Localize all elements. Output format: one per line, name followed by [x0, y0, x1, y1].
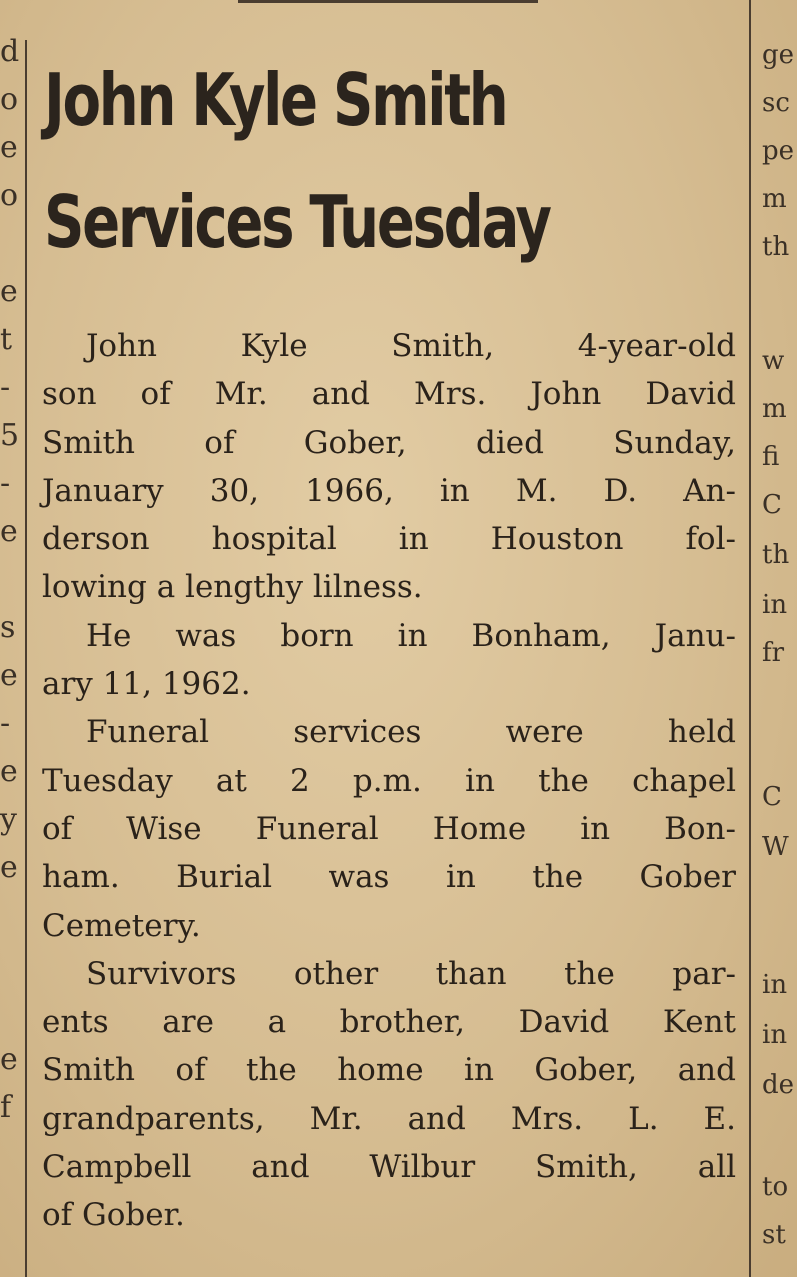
article-line: Campbell and Wilbur Smith, all	[42, 1149, 736, 1186]
left-fragment: o	[0, 178, 19, 213]
left-fragment: e	[0, 658, 18, 693]
right-fragment: st	[762, 1220, 786, 1250]
article-line: He was born in Bonham, Janu-	[86, 617, 736, 654]
article-paragraph	[42, 708, 736, 949]
left-fragment: d	[0, 34, 20, 69]
left-fragment	[0, 988, 16, 1036]
right-fragment: W	[762, 832, 789, 862]
left-fragment: e	[0, 130, 18, 165]
left-fragment: -	[0, 370, 11, 405]
left-fragment	[0, 556, 16, 604]
right-column-fragments	[762, 40, 797, 1277]
left-fragment: 5	[0, 418, 20, 453]
left-fragment: e	[0, 754, 18, 789]
right-fragment: fr	[762, 638, 785, 668]
left-fragment: f	[0, 1090, 12, 1125]
right-fragment: th	[762, 232, 790, 262]
article-line: Tuesday at 2 p.m. in the chapel	[42, 762, 736, 799]
article-line: January 30, 1966, in M. D. An-	[42, 472, 736, 509]
article-paragraph	[42, 612, 736, 709]
right-fragment: C	[762, 782, 782, 812]
left-fragment: -	[0, 466, 11, 501]
left-fragment	[0, 940, 16, 988]
left-column-rule	[25, 40, 27, 1277]
left-fragment: s	[0, 610, 16, 645]
article-line: Smith of the home in Gober, and	[42, 1052, 736, 1089]
article-line: John Kyle Smith, 4-year-old	[86, 328, 736, 364]
right-fragment: in	[762, 1020, 788, 1050]
left-fragment: e	[0, 514, 18, 549]
right-fragment: in	[762, 970, 788, 1000]
article-line: ary 11, 1962.	[42, 666, 251, 703]
article-line: Survivors other than the par-	[86, 955, 736, 992]
right-column-rule	[749, 0, 751, 1277]
left-fragment: e	[0, 850, 18, 885]
article-line: grandparents, Mr. and Mrs. L. E.	[42, 1100, 736, 1137]
headline-line-2: Services Tuesday	[44, 180, 550, 264]
article-line: Cemetery.	[42, 907, 201, 944]
right-fragment: th	[762, 540, 790, 570]
right-fragment: C	[762, 490, 782, 520]
left-fragment	[0, 892, 16, 940]
right-fragment: pe	[762, 136, 795, 166]
right-fragment: de	[762, 1070, 795, 1100]
article-paragraph	[42, 950, 736, 1240]
right-fragment: m	[762, 394, 787, 424]
left-fragment: y	[0, 802, 17, 837]
left-fragment: e	[0, 274, 18, 309]
article-line: of Gober.	[42, 1197, 185, 1234]
left-fragment: e	[0, 1042, 18, 1077]
right-fragment: to	[762, 1172, 789, 1202]
headline-line-1: John Kyle Smith	[44, 58, 507, 142]
article-line: Smith of Gober, died Sunday,	[42, 424, 736, 461]
left-column-fragments	[0, 28, 20, 1132]
left-fragment: -	[0, 706, 11, 741]
article-paragraph	[42, 322, 736, 612]
top-rule	[238, 0, 538, 3]
right-fragment: in	[762, 590, 788, 620]
left-fragment: t	[0, 322, 13, 357]
right-fragment: w	[762, 346, 785, 376]
article-line: ham. Burial was in the Gober	[42, 859, 736, 896]
article-line: Funeral services were held	[86, 714, 736, 751]
article-line: ents are a brother, David Kent	[42, 1004, 736, 1041]
right-fragment: sc	[762, 88, 790, 118]
article-line: lowing a lengthy lilness.	[42, 569, 423, 606]
article-line: of Wise Funeral Home in Bon-	[42, 810, 736, 847]
right-fragment: fi	[762, 442, 780, 472]
left-fragment	[0, 220, 16, 268]
article-line: derson hospital in Houston fol-	[42, 521, 736, 558]
article-line: son of Mr. and Mrs. John David	[42, 376, 736, 413]
left-fragment: o	[0, 82, 19, 117]
article-body	[42, 322, 736, 1240]
right-fragment: m	[762, 184, 787, 214]
right-fragment: ge	[762, 40, 795, 70]
